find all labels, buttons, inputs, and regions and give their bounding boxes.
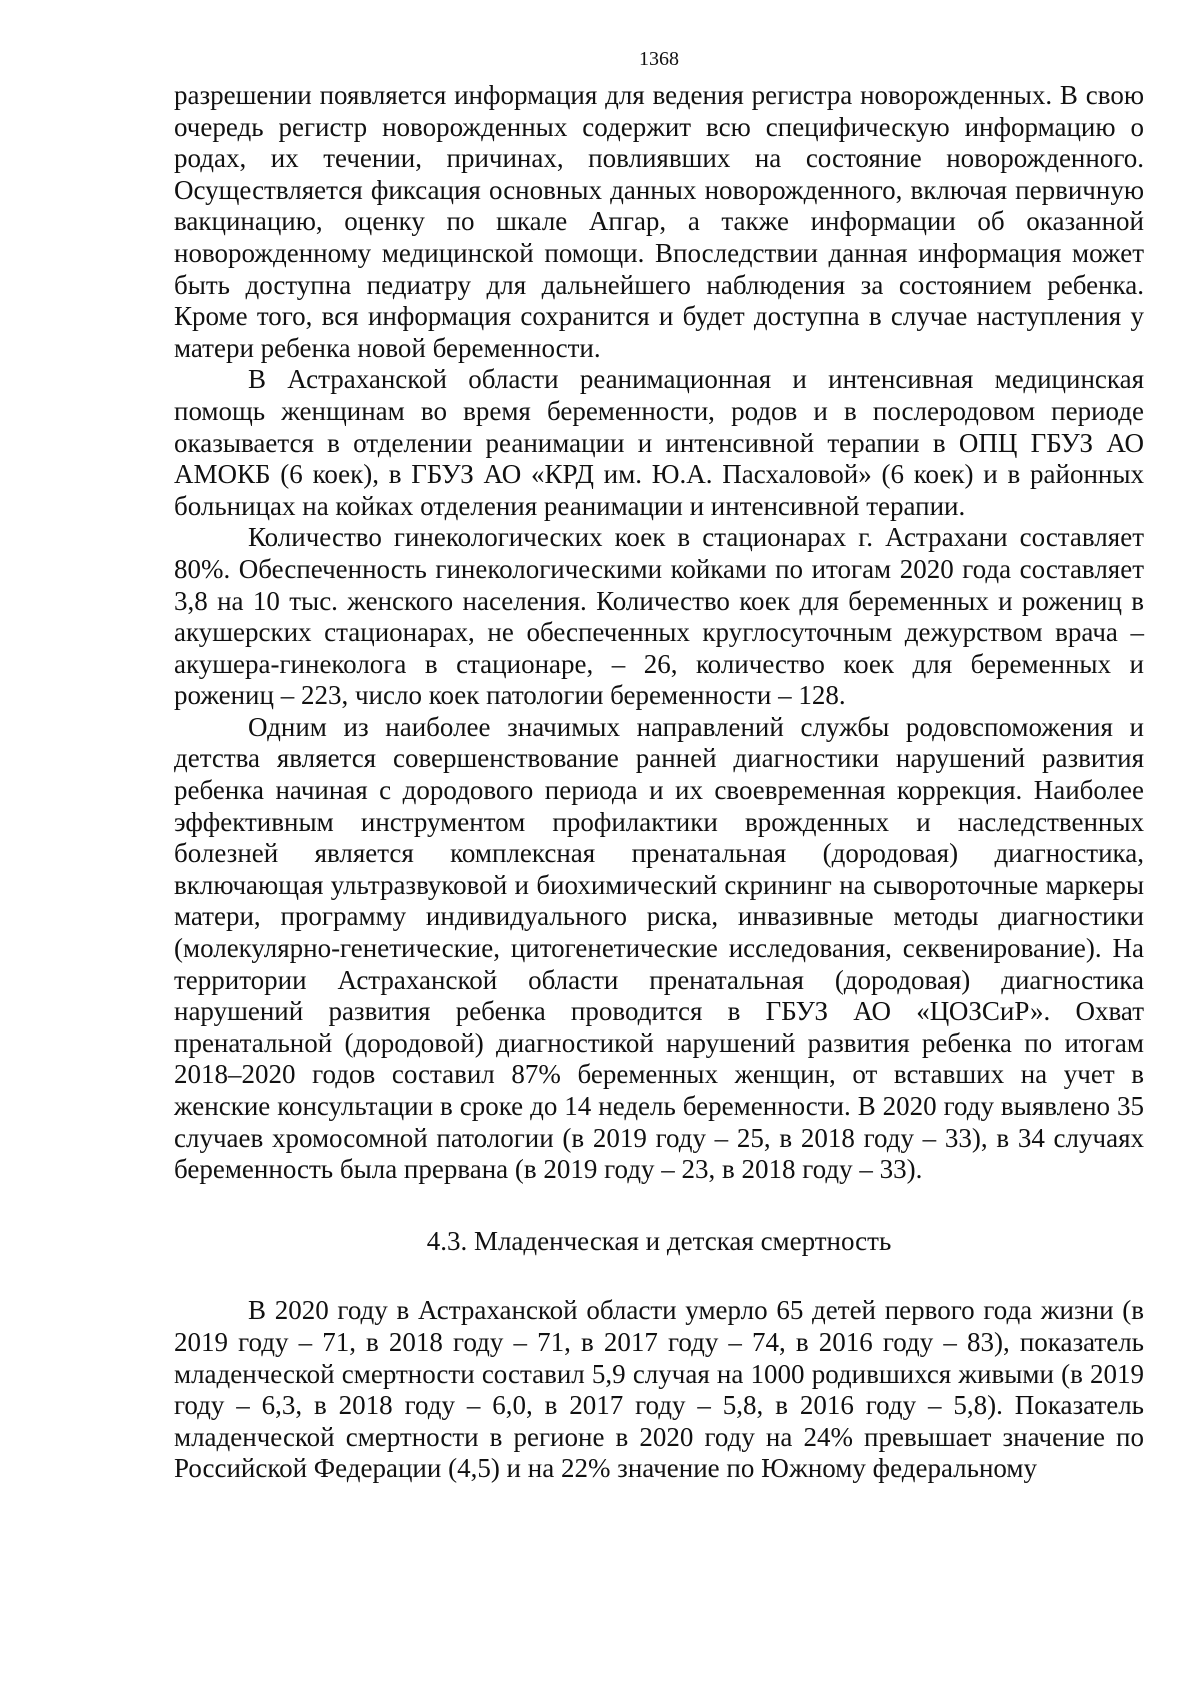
paragraph-gynecological-beds: Количество гинекологических коек в стационарах г. Астрахани составляет 80%. Обеспеченность гинекологическими койками по итогам 2020 года составляет 3,8 на 10 тыс. женского населения. Количество коек для беременных и рожениц в акушерских стационарах, не обеспеченных круглосуточным дежурством врача – акушера-гинеколога в стационаре, – 26, количество коек для беременных и рожениц – 223, число коек патологии беременности – 128.	[174, 522, 1144, 711]
paragraph-newborn-registry: разрешении появляется информация для ведения регистра новорожденных. В свою очередь регистр новорожденных содержит всю специфическую информацию о родах, их течении, причинах, повлиявших на состояние новорожденного. Осуществляется фиксация основных данных новорожденного, включая первичную вакцинацию, оценку по шкале Апгар, а также информации об оказанной новорожденному медицинской помощи. Впоследствии данная информация может быть доступна педиатру для дальнейшего наблюдения за состоянием ребенка. Кроме того, вся информация сохранится и будет доступна в случае наступления у матери ребенка новой беременности.	[174, 80, 1144, 363]
paragraph-intensive-care: В Астраханской области реанимационная и интенсивная медицинская помощь женщинам во время беременности, родов и в послеродовом периоде оказывается в отделении реанимации и интенсивной терапии в ОПЦ ГБУЗ АО АМОКБ (6 коек), в ГБУЗ АО «КРД им. Ю.А. Пасхаловой» (6 коек) и в районных больницах на койках отделения реанимации и интенсивной терапии.	[174, 364, 1144, 521]
document-page	[174, 44, 1144, 1485]
section-heading: 4.3. Младенческая и детская смертность	[426, 1225, 892, 1256]
paragraph-infant-mortality: В 2020 году в Астраханской области умерло 65 детей первого года жизни (в 2019 году – 71, в 2018 году – 71, в 2017 году – 74, в 2016 году – 83), показатель младенческой смертности составил 5,9 случая на 1000 родившихся живыми (в 2019 году – 6,3, в 2018 году – 6,0, в 2017 году – 5,8, в 2016 году – 5,8). Показатель младенческой смертности в регионе в 2020 году на 24% превышает значение по Российской Федерации (4,5) и на 22% значение по Южному федеральному	[174, 1295, 1144, 1484]
page-number: 1368	[639, 48, 679, 70]
paragraph-prenatal-diagnostics: Одним из наиболее значимых направлений службы родовспоможения и детства является совершенствование ранней диагностики нарушений развития ребенка начиная с дородового периода и их своевременная коррекция. Наиболее эффективным инструментом профилактики врожденных и наследственных болезней является комплексная пренатальная (дородовая) диагностика, включающая ультразвуковой и биохимический скрининг на сывороточные маркеры матери, программу индивидуального риска, инвазивные методы диагностики (молекулярно-генетические, цитогенетические исследования, секвенирование). На территории Астраханской области пренатальная (дородовая) диагностика нарушений развития ребенка проводится в ГБУЗ АО «ЦОЗСиР». Охват пренатальной (дородовой) диагностикой нарушений развития ребенка по итогам 2018–2020 годов составил 87% беременных женщин, от вставших на учет в женские консультации в сроке до 14 недель беременности. В 2020 году выявлено 35 случаев хромосомной патологии (в 2019 году – 25, в 2018 году – 33), в 34 случаях беременность была прервана (в 2019 году – 23, в 2018 году – 33).	[174, 711, 1144, 1185]
